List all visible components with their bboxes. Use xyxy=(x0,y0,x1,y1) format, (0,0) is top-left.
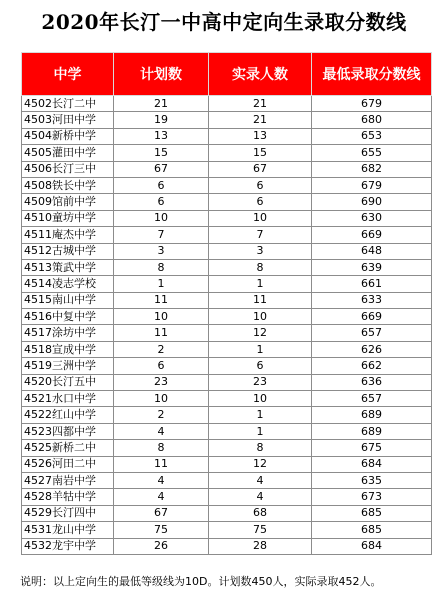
table-row xyxy=(22,227,432,243)
admitted-count-cell: 12 xyxy=(209,325,312,341)
admitted-count-cell: 4 xyxy=(209,489,312,505)
admitted-count-cell: 13 xyxy=(209,128,312,144)
table-row xyxy=(22,145,432,161)
plan-count-cell: 4 xyxy=(114,423,209,439)
admitted-count-cell: 12 xyxy=(209,456,312,472)
header-admitted-count: 实录人数 xyxy=(209,53,312,96)
table-row xyxy=(22,96,432,112)
admitted-count-cell: 15 xyxy=(209,145,312,161)
min-score-cell: 669 xyxy=(312,309,432,325)
header-school: 中学 xyxy=(22,53,114,96)
plan-count-cell: 2 xyxy=(114,407,209,423)
min-score-cell: 689 xyxy=(312,423,432,439)
table-row xyxy=(22,341,432,357)
school-cell: 4508铁长中学 xyxy=(22,177,114,193)
school-cell: 4526河田二中 xyxy=(22,456,114,472)
plan-count-cell: 1 xyxy=(114,276,209,292)
table-row xyxy=(22,243,432,259)
min-score-cell: 639 xyxy=(312,259,432,275)
school-cell: 4531龙山中学 xyxy=(22,522,114,538)
plan-count-cell: 19 xyxy=(114,112,209,128)
school-cell: 4522红山中学 xyxy=(22,407,114,423)
school-cell: 4518宣成中学 xyxy=(22,341,114,357)
admitted-count-cell: 3 xyxy=(209,243,312,259)
plan-count-cell: 21 xyxy=(114,96,209,112)
min-score-cell: 648 xyxy=(312,243,432,259)
plan-count-cell: 6 xyxy=(114,358,209,374)
plan-count-cell: 10 xyxy=(114,309,209,325)
min-score-cell: 680 xyxy=(312,112,432,128)
table-row xyxy=(22,358,432,374)
table-row xyxy=(22,423,432,439)
table-row xyxy=(22,276,432,292)
table-row xyxy=(22,177,432,193)
admitted-count-cell: 10 xyxy=(209,210,312,226)
table-row xyxy=(22,309,432,325)
plan-count-cell: 13 xyxy=(114,128,209,144)
plan-count-cell: 67 xyxy=(114,505,209,521)
table-row xyxy=(22,489,432,505)
table-row xyxy=(22,325,432,341)
admitted-count-cell: 23 xyxy=(209,374,312,390)
header-min-score: 最低录取分数线 xyxy=(312,53,432,96)
min-score-cell: 635 xyxy=(312,472,432,488)
table-row xyxy=(22,112,432,128)
min-score-cell: 679 xyxy=(312,96,432,112)
school-cell: 4517涂坊中学 xyxy=(22,325,114,341)
school-cell: 4511庵杰中学 xyxy=(22,227,114,243)
admitted-count-cell: 10 xyxy=(209,391,312,407)
admitted-count-cell: 4 xyxy=(209,472,312,488)
school-cell: 4520长汀五中 xyxy=(22,374,114,390)
school-cell: 4515南山中学 xyxy=(22,292,114,308)
school-cell: 4523四都中学 xyxy=(22,423,114,439)
admission-table xyxy=(21,52,432,555)
min-score-cell: 675 xyxy=(312,440,432,456)
admitted-count-cell: 6 xyxy=(209,194,312,210)
min-score-cell: 626 xyxy=(312,341,432,357)
table-row xyxy=(22,128,432,144)
school-cell: 4532龙宇中学 xyxy=(22,538,114,554)
table-row xyxy=(22,538,432,554)
school-cell: 4506长汀三中 xyxy=(22,161,114,177)
table-row xyxy=(22,505,432,521)
min-score-cell: 636 xyxy=(312,374,432,390)
admitted-count-cell: 1 xyxy=(209,276,312,292)
school-cell: 4512古城中学 xyxy=(22,243,114,259)
min-score-cell: 653 xyxy=(312,128,432,144)
school-cell: 4527南岩中学 xyxy=(22,472,114,488)
admitted-count-cell: 11 xyxy=(209,292,312,308)
min-score-cell: 690 xyxy=(312,194,432,210)
school-cell: 4503河田中学 xyxy=(22,112,114,128)
admitted-count-cell: 8 xyxy=(209,440,312,456)
min-score-cell: 633 xyxy=(312,292,432,308)
plan-count-cell: 8 xyxy=(114,440,209,456)
plan-count-cell: 23 xyxy=(114,374,209,390)
table-row xyxy=(22,194,432,210)
table-body xyxy=(22,96,432,555)
min-score-cell: 689 xyxy=(312,407,432,423)
admitted-count-cell: 1 xyxy=(209,341,312,357)
admitted-count-cell: 7 xyxy=(209,227,312,243)
min-score-cell: 685 xyxy=(312,505,432,521)
school-cell: 4504新桥中学 xyxy=(22,128,114,144)
plan-count-cell: 11 xyxy=(114,325,209,341)
table-row xyxy=(22,292,432,308)
plan-count-cell: 10 xyxy=(114,210,209,226)
min-score-cell: 662 xyxy=(312,358,432,374)
school-cell: 4519三洲中学 xyxy=(22,358,114,374)
school-cell: 4516中复中学 xyxy=(22,309,114,325)
school-cell: 4514凌志学校 xyxy=(22,276,114,292)
admitted-count-cell: 10 xyxy=(209,309,312,325)
min-score-cell: 630 xyxy=(312,210,432,226)
table-row xyxy=(22,456,432,472)
plan-count-cell: 6 xyxy=(114,194,209,210)
table-row xyxy=(22,259,432,275)
min-score-cell: 673 xyxy=(312,489,432,505)
plan-count-cell: 26 xyxy=(114,538,209,554)
admitted-count-cell: 28 xyxy=(209,538,312,554)
plan-count-cell: 8 xyxy=(114,259,209,275)
plan-count-cell: 7 xyxy=(114,227,209,243)
table-row xyxy=(22,522,432,538)
admitted-count-cell: 75 xyxy=(209,522,312,538)
school-cell: 4513策武中学 xyxy=(22,259,114,275)
school-cell: 4521水口中学 xyxy=(22,391,114,407)
plan-count-cell: 3 xyxy=(114,243,209,259)
min-score-cell: 682 xyxy=(312,161,432,177)
table-row xyxy=(22,210,432,226)
admitted-count-cell: 6 xyxy=(209,358,312,374)
school-cell: 4510童坊中学 xyxy=(22,210,114,226)
school-cell: 4509馆前中学 xyxy=(22,194,114,210)
plan-count-cell: 15 xyxy=(114,145,209,161)
table-row xyxy=(22,391,432,407)
header-plan-count: 计划数 xyxy=(114,53,209,96)
footnote: 说明：以上定向生的最低等级线为10D。计划数450人，实际录取452人。 xyxy=(20,575,382,588)
admitted-count-cell: 21 xyxy=(209,96,312,112)
min-score-cell: 684 xyxy=(312,538,432,554)
table-row xyxy=(22,374,432,390)
min-score-cell: 679 xyxy=(312,177,432,193)
admitted-count-cell: 1 xyxy=(209,407,312,423)
min-score-cell: 661 xyxy=(312,276,432,292)
plan-count-cell: 11 xyxy=(114,292,209,308)
plan-count-cell: 4 xyxy=(114,472,209,488)
admitted-count-cell: 67 xyxy=(209,161,312,177)
plan-count-cell: 6 xyxy=(114,177,209,193)
plan-count-cell: 67 xyxy=(114,161,209,177)
table-row xyxy=(22,440,432,456)
table-row xyxy=(22,161,432,177)
plan-count-cell: 11 xyxy=(114,456,209,472)
admitted-count-cell: 1 xyxy=(209,423,312,439)
plan-count-cell: 4 xyxy=(114,489,209,505)
school-cell: 4529长汀四中 xyxy=(22,505,114,521)
min-score-cell: 655 xyxy=(312,145,432,161)
school-cell: 4505灌田中学 xyxy=(22,145,114,161)
admitted-count-cell: 21 xyxy=(209,112,312,128)
min-score-cell: 684 xyxy=(312,456,432,472)
table-header-row xyxy=(22,53,432,96)
plan-count-cell: 2 xyxy=(114,341,209,357)
admitted-count-cell: 6 xyxy=(209,177,312,193)
admitted-count-cell: 68 xyxy=(209,505,312,521)
school-cell: 4528羊牯中学 xyxy=(22,489,114,505)
admitted-count-cell: 8 xyxy=(209,259,312,275)
min-score-cell: 657 xyxy=(312,325,432,341)
min-score-cell: 669 xyxy=(312,227,432,243)
plan-count-cell: 10 xyxy=(114,391,209,407)
school-cell: 4502长汀二中 xyxy=(22,96,114,112)
plan-count-cell: 75 xyxy=(114,522,209,538)
table-row xyxy=(22,407,432,423)
min-score-cell: 657 xyxy=(312,391,432,407)
page-title: 2020年长汀一中高中定向生录取分数线 xyxy=(41,10,407,34)
table-row xyxy=(22,472,432,488)
school-cell: 4525新桥二中 xyxy=(22,440,114,456)
min-score-cell: 685 xyxy=(312,522,432,538)
